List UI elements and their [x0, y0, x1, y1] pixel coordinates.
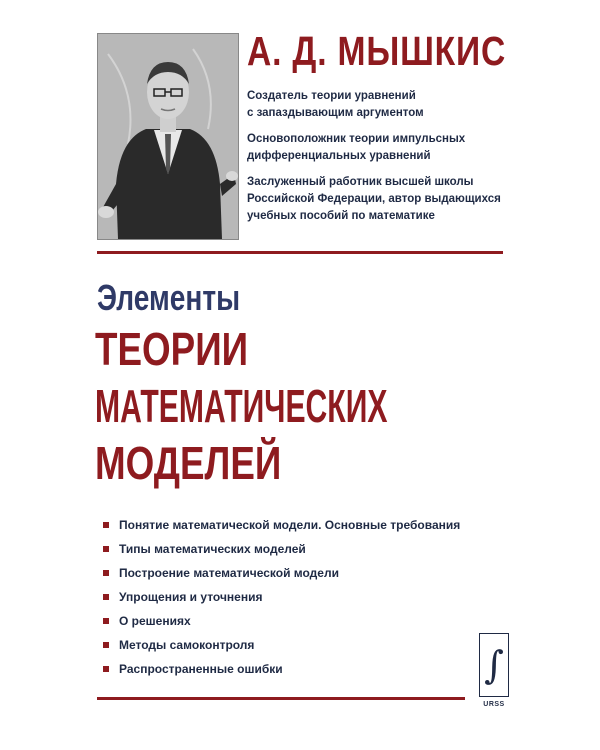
topics-list	[103, 518, 460, 686]
bullet-square-icon	[103, 522, 109, 528]
achievement-1	[247, 88, 537, 122]
achievement-line: Российской Федерации, автор выдающихся	[247, 193, 501, 205]
bullet-square-icon	[103, 546, 109, 552]
title-line-3: МАТЕМАТИЧЕСКИХ	[95, 380, 388, 432]
bullet-square-icon	[103, 570, 109, 576]
author-achievements	[247, 88, 537, 234]
achievement-line: Основоположник теории импульсных	[247, 133, 466, 145]
integral-sign-icon: ∫	[479, 633, 509, 697]
achievement-3	[247, 174, 537, 225]
list-item	[103, 566, 460, 590]
achievement-line: Заслуженный работник высшей школы	[247, 176, 474, 188]
topic-text: Построение математической модели	[119, 566, 339, 580]
achievement-line: учебных пособий по математике	[247, 210, 435, 222]
bullet-square-icon	[103, 642, 109, 648]
list-item	[103, 662, 460, 686]
title-line-1: Элементы	[97, 277, 241, 318]
topic-text: Распространенные ошибки	[119, 662, 283, 676]
bullet-square-icon	[103, 594, 109, 600]
achievement-line: дифференциальных уравнений	[247, 150, 431, 162]
achievement-line: с запаздывающим аргументом	[247, 107, 424, 119]
topic-text: Понятие математической модели. Основные требования	[119, 518, 461, 532]
bottom-divider	[97, 697, 465, 700]
title-line-4: МОДЕЛЕЙ	[95, 437, 282, 489]
topic-text: О решениях	[119, 614, 191, 628]
list-item	[103, 518, 460, 542]
title-line-2: ТЕОРИИ	[95, 323, 249, 375]
bullet-square-icon	[103, 666, 109, 672]
list-item	[103, 542, 460, 566]
topic-text: Методы самоконтроля	[119, 638, 255, 652]
list-item	[103, 614, 460, 638]
achievement-2	[247, 131, 537, 165]
list-item	[103, 638, 460, 662]
publisher-name: URSS	[483, 701, 505, 708]
bullet-square-icon	[103, 618, 109, 624]
publisher-emblem	[479, 633, 509, 717]
topic-text: Типы математических моделей	[119, 542, 306, 556]
author-name: А. Д. МЫШКИС	[247, 28, 507, 74]
achievement-line: Создатель теории уравнений	[247, 90, 416, 102]
author-photo	[97, 33, 239, 240]
top-divider	[97, 251, 503, 254]
list-item	[103, 590, 460, 614]
topic-text: Упрощения и уточнения	[119, 590, 263, 604]
